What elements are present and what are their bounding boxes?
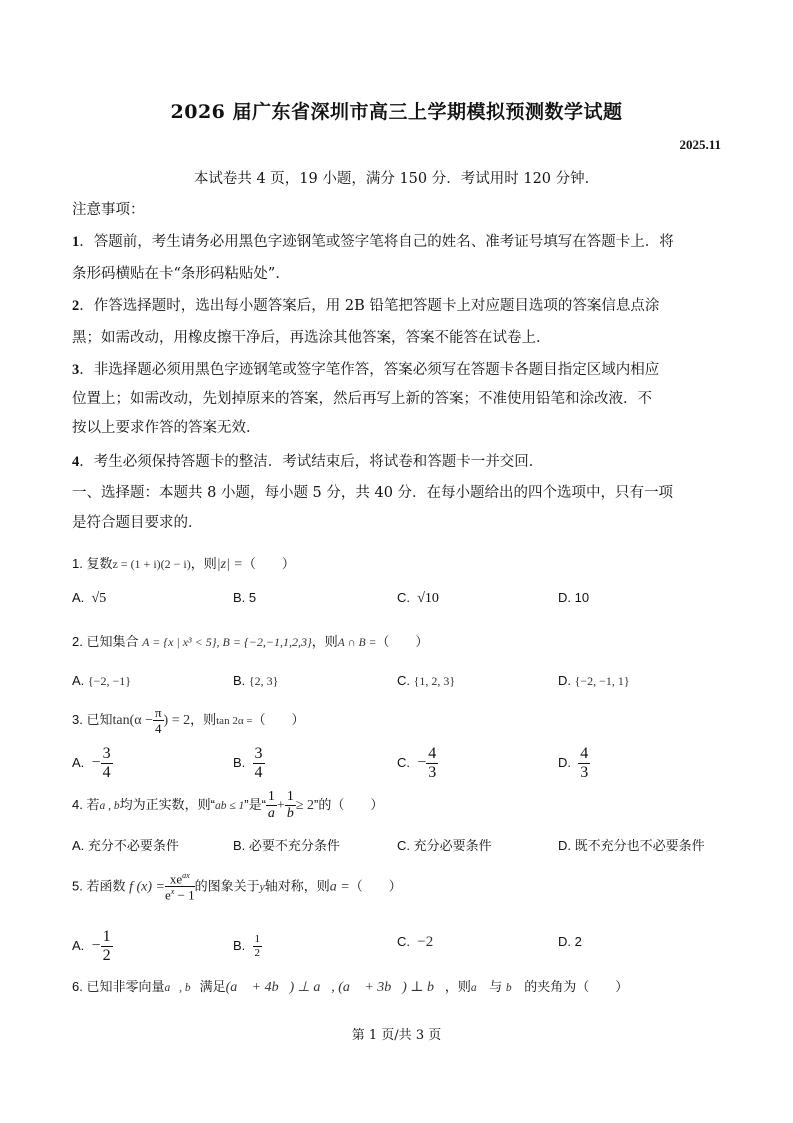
- question-3-option-d: D. $\frac{4}{3}$: [558, 745, 589, 781]
- note-2-line-2: 黑；如需改动，用橡皮擦干净后，再选涂其他答案，答案不能答在试卷上．: [72, 330, 551, 346]
- question-4-option-a: A. 充分不必要条件: [72, 838, 179, 853]
- question-3-option-c: C. − $\frac{4}{3}$: [397, 745, 437, 781]
- question-3-option-a: A. − $\frac{3}{4}$: [72, 745, 111, 781]
- question-5-option-b: B. $\frac{1}{2}$: [233, 933, 261, 959]
- question-6-stem: 6. 已知非零向量a⃗, b⃗满足(a⃗ + 4b⃗) ⊥ a⃗, (a⃗ + 3b⃗) ⊥ b⃗，则a⃗ 与 b⃗ 的夹角为（ ）: [72, 979, 629, 995]
- question-1-option-c: C. √10: [397, 590, 439, 606]
- question-2-option-b: B. {2, 3}: [233, 673, 279, 688]
- page-footer: 第 1 页/共 3 页: [351, 1028, 442, 1043]
- question-4-option-b: B. 必要不充分条件: [233, 838, 340, 853]
- question-2-option-c: C. {1, 2, 3}: [397, 673, 456, 688]
- question-3-stem: 3. 已知tan(α − $\frac{\pi}{4}$ ) = 2，则tan 2α =（ ）: [72, 705, 305, 736]
- note-4-line-1: 4．考生必须保持答题卡的整洁．考试结束后，将试卷和答题卡一并交回．: [72, 454, 544, 470]
- note-2-line-1: 2．作答选择题时，选出每小题答案后，用 2B 铅笔把答题卡上对应题目选项的答案信息点涂: [72, 298, 660, 314]
- page-title: 2026 届广东省深圳市高三上学期模拟预测数学试题: [170, 101, 623, 123]
- section-1-line-2: 是符合题目要求的．: [72, 515, 203, 531]
- question-1-option-d: D. 10: [558, 590, 590, 605]
- question-1-option-a: A. √5: [72, 590, 107, 606]
- question-5-option-c: C. −2: [397, 934, 434, 950]
- note-3-line-1: 3．非选择题必须用黑色字迹钢笔或签字笔作答，答案必须写在答题卡各题目指定区域内相应: [72, 362, 660, 378]
- question-4-option-d: D. 既不充分也不必要条件: [558, 838, 705, 853]
- note-1-line-2: 条形码横贴在卡“条形码粘贴处”．: [72, 266, 290, 282]
- question-2-stem: 2. 已知集合 A = {x | x³ < 5}, B = {−2,−1,1,2,3}，则A ∩ B =（ ）: [72, 634, 429, 649]
- exam-date: 2025.11: [679, 137, 721, 152]
- note-1-line-1: 1．答题前，考生请务必用黑色字迹钢笔或签字笔将自己的姓名、准考证号填写在答题卡上．将: [72, 234, 674, 250]
- question-1-option-b: B. 5: [233, 590, 257, 605]
- note-3-line-3: 按以上要求作答的答案无效．: [72, 420, 261, 436]
- notes-heading: 注意事项：: [72, 202, 145, 218]
- question-2-option-a: A. {−2, −1}: [72, 673, 131, 688]
- question-4-stem: 4. 若a , b均为正实数，则“ab ≤ 1”是“ $\frac{1}{a}$ + $\frac{1}{b}$ ≥ 2”的（ ）: [72, 789, 384, 821]
- section-1-line-1: 一、选择题：本题共 8 小题，每小题 5 分，共 40 分．在每小题给出的四个选项中，只有一项: [72, 485, 674, 501]
- question-3-option-b: B. $\frac{3}{4}$: [233, 745, 263, 781]
- question-5-stem: 5. 若函数 f (x) = $\frac{xe^{ax}}{e^x - 1}$ 的图象关于y轴对称，则a =（ ）: [72, 871, 402, 903]
- exam-intro: 本试卷共 4 页，19 小题，满分 150 分．考试用时 120 分钟．: [193, 171, 600, 187]
- question-2-option-d: D. {−2, −1, 1}: [558, 673, 630, 688]
- question-5-option-a: A. − $\frac{1}{2}$: [72, 928, 111, 964]
- question-4-option-c: C. 充分必要条件: [397, 838, 492, 853]
- note-3-line-2: 位置上；如需改动，先划掉原来的答案，然后再写上新的答案；不准使用铅笔和涂改液．不: [72, 391, 652, 407]
- question-1-stem: 1. 复数z = (1 + i)(2 − i)，则|z| =（ ）: [72, 556, 295, 572]
- question-5-option-d: D. 2: [558, 934, 582, 949]
